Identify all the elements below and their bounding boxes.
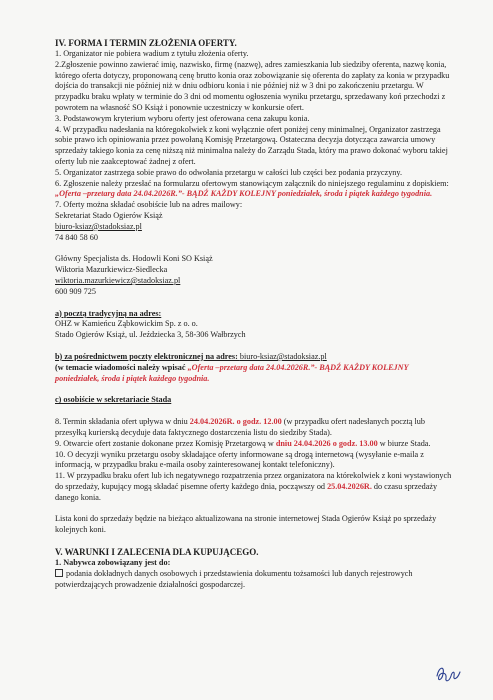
section-5-item-1 — [55, 569, 453, 591]
paragraph-9-rest: w biurze Stada. — [377, 438, 431, 448]
paragraph-6 — [55, 179, 453, 201]
signature-initials — [433, 662, 463, 686]
option-a-label: a) pocztą tradycyjną na adres: — [55, 308, 162, 318]
paragraph-11-text: 11. W przypadku braku ofert lub ich negatywnego rozpatrzenia przez organizatora na którekolwiek z koni wystawionych do sprzedaży, kupujący mogą składać pisemne oferty każdego dnia, począwszy od — [55, 471, 452, 491]
option-b-note-text: (w temacie wiadomości należy wpisać — [55, 362, 188, 372]
paragraph-9-text: 9. Otwarcie ofert zostanie dokonane przez Komisję Przetargową w — [55, 438, 276, 448]
section-5-heading: V. WARUNKI I ZALECENIA DLA KUPUJĄCEGO. — [55, 547, 259, 558]
section-5-subheading: 1. Nabywca zobowiązany jest do: — [55, 558, 171, 568]
option-b-email[interactable]: biuro-ksiaz@stadoksiaz.pl — [239, 351, 327, 361]
contact-2-phone: 600 909 725 — [55, 286, 96, 296]
paragraph-1: 1. Organizator nie pobiera wadium z tytułu złożenia oferty. — [55, 49, 249, 58]
paragraph-8-deadline: 24.04.2026R. o godz. 12.00 — [189, 417, 282, 427]
paragraph-9-date: dniu 24.04.2026 o godz. 13.00 — [275, 438, 378, 448]
paragraph-8 — [55, 417, 453, 439]
paragraph-3: 3. Podstawowym kryterium wyboru oferty jest oferowana cena zakupu konia. — [55, 113, 310, 123]
option-a-line-2: Stado Ogierów Książ, ul. Jeździecka 3, 58-306 Wałbrzych — [55, 330, 246, 340]
contact-2-email[interactable]: wiktoria.mazurkiewicz@stadoksiaz.pl — [55, 275, 181, 285]
paragraph-6-text: 6. Zgłoszenie należy przesłać na formularzu ofertowym stanowiącym załącznik do niniejszego regulaminu z dopiskiem: — [55, 178, 449, 188]
contact-2-name: Wiktoria Mazurkiewicz-Siedlecka — [55, 265, 168, 275]
option-c-label: c) osobiście w sekretariacie Stada — [55, 395, 172, 405]
contact-1-phone: 74 840 58 60 — [55, 232, 98, 242]
contact-1-name: Sekretariat Stado Ogierów Książ — [55, 210, 163, 220]
section-5-item-1-text: podania dokładnych danych osobowych i przedstawienia dokumentu tożsamości lub danych rejestrowych potwierdzających prowadzenie działalności gospodarczej. — [55, 568, 413, 589]
paragraph-11 — [55, 471, 453, 503]
list-update-note: Lista koni do sprzedaży będzie na bieżąco aktualizowana na stronie internetowej Stada Ogierów Książ po sprzedaży kolejnych koni. — [55, 514, 437, 535]
paragraph-10: 10. O decyzji wyniku przetargu osoby składające oferty informowane są drogą internetową (wysyłanie e-maila z informacją, w przypadku braku e-maila osoby zainteresowanej kontakt telefoniczny). — [55, 449, 424, 470]
paragraph-9 — [55, 439, 453, 450]
paragraph-5: 5. Organizator zastrzega sobie prawo do odwołania przetargu w całości lub części bez podania przyczyny. — [55, 167, 402, 177]
option-b-note-subject: „Oferta –przetarg data 24.04.2026R.”- BĄDŹ KAŻDY KOLEJNY poniedziałek, środa i piątek każdego tygodnia. — [55, 362, 409, 383]
option-b-note — [55, 363, 453, 385]
checkbox-icon — [55, 569, 63, 577]
contact-1-email[interactable]: biuro-ksiaz@stadoksiaz.pl — [55, 221, 142, 231]
paragraph-8-text: 8. Termin składania ofert upływa w dniu — [55, 417, 190, 427]
contact-2-role: Główny Specjalista ds. Hodowli Koni SO Książ — [55, 254, 213, 264]
option-b-label: b) za pośrednictwem poczty elektronicznej na adres: — [55, 351, 240, 361]
option-b — [55, 352, 453, 363]
paragraph-11-date: 25.04.2026R. — [327, 481, 372, 491]
paragraph-7: 7. Oferty można składać osobiście lub na adres mailowy: — [55, 200, 243, 210]
section-4-heading: IV. FORMA I TERMIN ZŁOŻENIA OFERTY. — [55, 38, 237, 48]
paragraph-6-subject: „Oferta –przetarg data 24.04.2026R.”- BĄDŹ KAŻDY KOLEJNY poniedziałek, środa i piątek każdego tygodnia. — [55, 189, 433, 199]
paragraph-2: 2.Zgłoszenie powinno zawierać imię, nazwisko, firmę (nazwę), adres zamieszkania lub siedziby oferenta, nazwę konia, którego oferta dotyczy, proponowaną cenę brutto konia oraz zobowiązanie się oferenta do zapłaty za konia w przypadku dojścia do transakcji nie później niż w dniu odbioru konia i nie później niż w 3 dni po zakończeniu przetargu. W przypadku braku wpłaty w terminie do 3 dni od momentu ogłoszenia wyniku przetargu, sprzedawany koń przechodzi z powrotem na własność SO Książ i ponownie uczestniczy w konkursie ofert. — [55, 59, 450, 112]
paragraph-8-rest: (w przypadku ofert nadesłanych pocztą lub przesyłką kurierską decyduje data faktycznego dostarczenia listu do siedziby Stada). — [55, 417, 425, 437]
paragraph-11-rest: do czasu sprzedaży danego konia. — [55, 481, 438, 502]
paragraph-4: 4. W przypadku nadesłania na któregokolwiek z koni wyłącznie ofert poniżej ceny minimalnej, Organizator zastrzega sobie prawo ich opiniowania przez powołaną Komisję Przetargową. Ostateczna decyzja dotycząca zawarcia umowy sprzedaży takiego konia za cenę niższą niż minimalna należy do Zarządu Stada, który ma prawo dokonać wyboru takiej oferty lub nie zaakceptować żadnej z ofert. — [55, 124, 448, 166]
option-a-line-1: OHZ w Kamieńcu Ząbkowickim Sp. z o. o. — [55, 319, 198, 329]
